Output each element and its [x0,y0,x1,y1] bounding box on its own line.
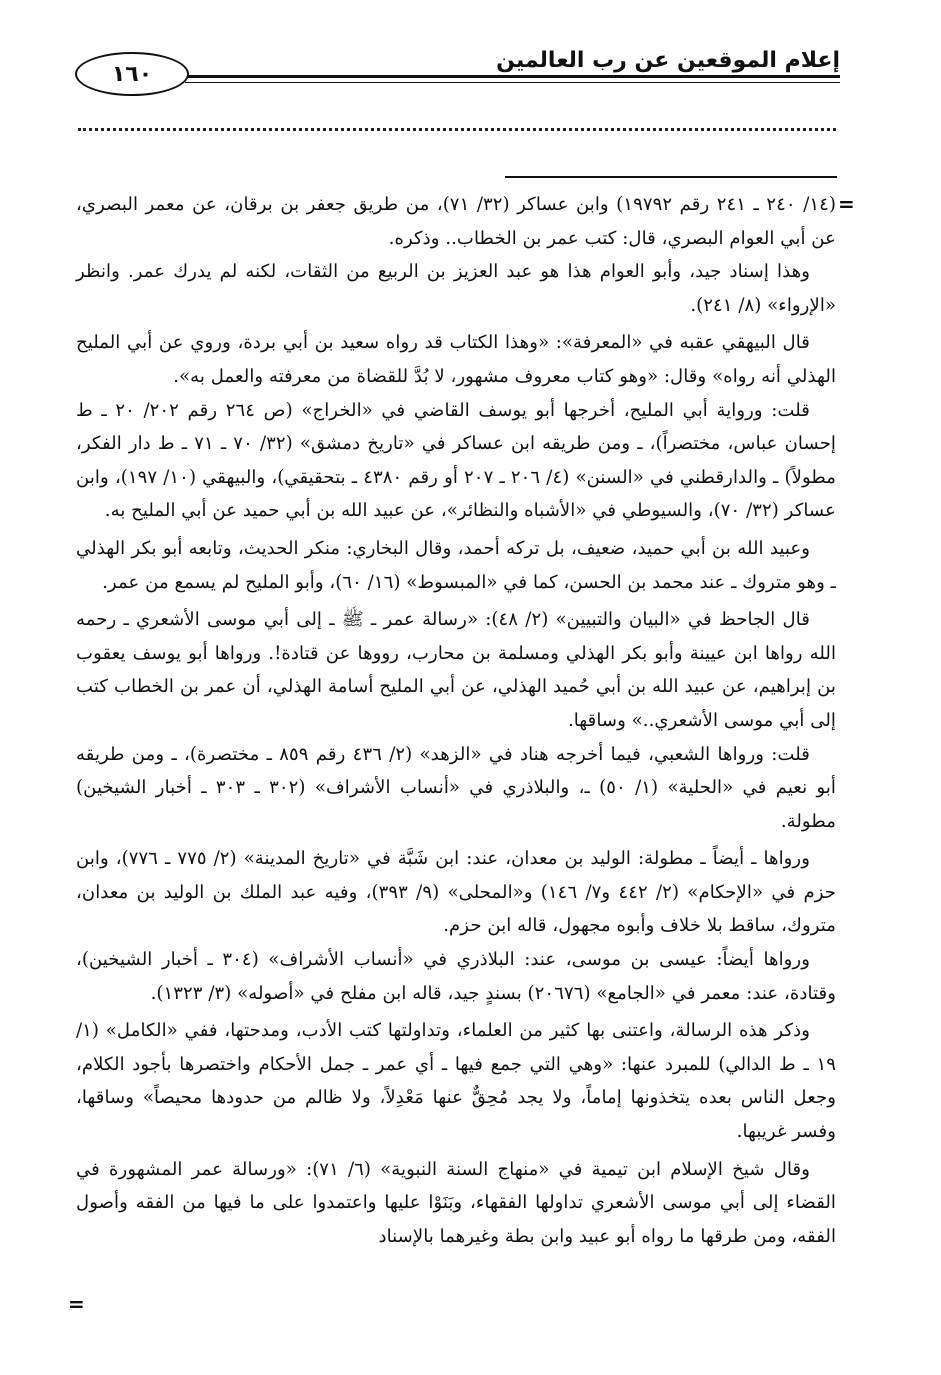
footnote-paragraph: ورواها ـ أيضاً ـ مطولة: الوليد بن معدان، عند: ابن شَبَّة في «تاريخ المدينة» (٢/ ٧٧٥ ـ ٧٧٦)، وابن حزم في «الإحكام» (٢/ ٤٤٢ و٧/ ١٤٦) و«المحلى» (٩/ ٣٩٣)، وفيه عبد الملك بن الوليد بن معدان، متروك، ساقط بلا خلاف وأبوه مجهول، قاله ابن حزم. [76,848,837,937]
footnote-paragraph: وقال شيخ الإسلام ابن تيمية في «منهاج السنة النبوية» (٦/ ٧١): «ورسالة عمر المشهورة في القضاء إلى أبي موسى الأشعري تداولها الفقهاء، وبَنَوْا عليها واعتمدوا على ما فيها من الفقه وأصول الفقه، ومن طرقها ما رواه أبو عبيد وابن بطة وغيرهما بالإسناد [76,1158,836,1247]
footnote-paragraph: وهذا إسناد جيد، وأبو العوام هذا هو عبد العزيز بن الربيع من الثقات، لكنه لم يدرك عمر. وانظر «الإرواء» (٨/ ٢٤١). [76,261,836,316]
footnote-paragraph: قال الجاحظ في «البيان والتبيين» (٢/ ٤٨): «رسالة عمر ـ ﷺ ـ إلى أبي موسى الأشعري ـ رحمه الله رواها ابن عيينة وأبو بكر الهذلي ومسلمة بن محارب، رووها عن قتادة!. ورواها أبو يوسف يعقوب بن إبراهيم، عن عبيد الله بن أبي حُميد الهذلي، عن أبي المليح أسامة الهذلي، أن عمر بن الخطاب كتب إلى أبي موسى الأشعري..» وساقها. [76,609,836,731]
footnote-paragraph: قلت: ورواية أبي المليح، أخرجها أبو يوسف القاضي في «الخراج» (ص ٢٦٤ رقم ٢٠٢/ ٢٠ ـ ط إحسان عباس، مختصراً)، ـ ومن طريقه ابن عساكر في «تاريخ دمشق» (٣٢/ ٧٠ ـ ٧١ ـ ط دار الفكر، مطولاً) ـ والدارقطني في «السنن» (٤/ ٢٠٦ ـ ٢٠٧ أو رقم ٤٣٨٠ ـ بتحقيقي)، والبيهقي (١٠/ ١٩٧)، وابن عساكر (٣٢/ ٧٠)، والسيوطي في «الأشباه والنظائر»، عن عبيد الله بن أبي حميد عن أبي المليح به. [76,399,837,522]
footnote-paragraph: وذكر هذه الرسالة، واعتنى بها كثير من العلماء، وتداولتها كتب الأدب، ومدحتها، ففي «الكامل» (١/ ١٩ ـ ط الدالي) للمبرد عنها: «وهي التي جمع فيها ـ أي عمر ـ جمل الأحكام واختصرها بأجود الكلام، وجعل الناس بعده يتخذونها إماماً، ولا يجد مُحِقٌّ عنها مَعْدِلاً، ولا ظالم من حدودها محيصاً» وساقها، وفسر غريبها. [76,1020,836,1143]
footnote-paragraph: قلت: ورواها الشعبي، فيما أخرجه هناد في «الزهد» (٢/ ٤٣٦ رقم ٨٥٩ ـ مختصرة)، ـ ومن طريقه أبو نعيم في «الحلية» (١/ ٥٠) ـ، والبلاذري في «أنساب الأشراف» (٣٠٢ ـ ٣٠٣ ـ أخبار الشيخين) مطولة. [76,743,836,832]
footnote-paragraph: ورواها أيضاً: عيسى بن موسى، عند: البلاذري في «أنساب الأشراف» (٣٠٤ ـ أخبار الشيخين)، وقتادة، عند: معمر في «الجامع» (٢٠٦٧٦) بسندٍ جيد، قاله ابن مفلح في «أصوله» (٣/ ١٣٢٣). [76,949,836,1004]
footnote-rule [505,176,837,178]
dotted-separator [78,128,836,131]
header-rule-thin [185,82,840,83]
continuation-marker-start: = [838,192,855,216]
footnote-body [76,188,836,1253]
page-number: ١٦٠ [75,52,189,96]
running-header-title: إعلام الموقعين عن رب العالمين [496,48,840,73]
footnote-paragraph: (١٤/ ٢٤٠ ـ ٢٤١ رقم ١٩٧٩٢) وابن عساكر (٣٢/ ٧١)، من طريق جعفر بن برقان، عن معمر البصري، عن أبي العوام البصري، قال: كتب عمر بن الخطاب.. وذكره. [76,194,836,249]
page-header [70,40,840,100]
footnote-paragraph: وعبيد الله بن أبي حميد، ضعيف، بل تركه أحمد، وقال البخاري: منكر الحديث، وتابعه أبو بكر الهذلي ـ وهو متروك ـ عند محمد بن الحسن، كما في «المبسوط» (١٦/ ٦٠)، وأبو المليح لم يسمع من عمر. [76,537,836,593]
footnote-paragraph: قال البيهقي عقبه في «المعرفة»: «وهذا الكتاب قد رواه سعيد بن أبي بردة، وروي عن أبي المليح الهذلي أنه رواه» وقال: «وهو كتاب معروف مشهور، لا بُدَّ للقضاة من معرفته والعمل به». [76,332,836,387]
header-rule-thick [185,75,840,78]
continuation-marker-end: = [68,1292,85,1316]
